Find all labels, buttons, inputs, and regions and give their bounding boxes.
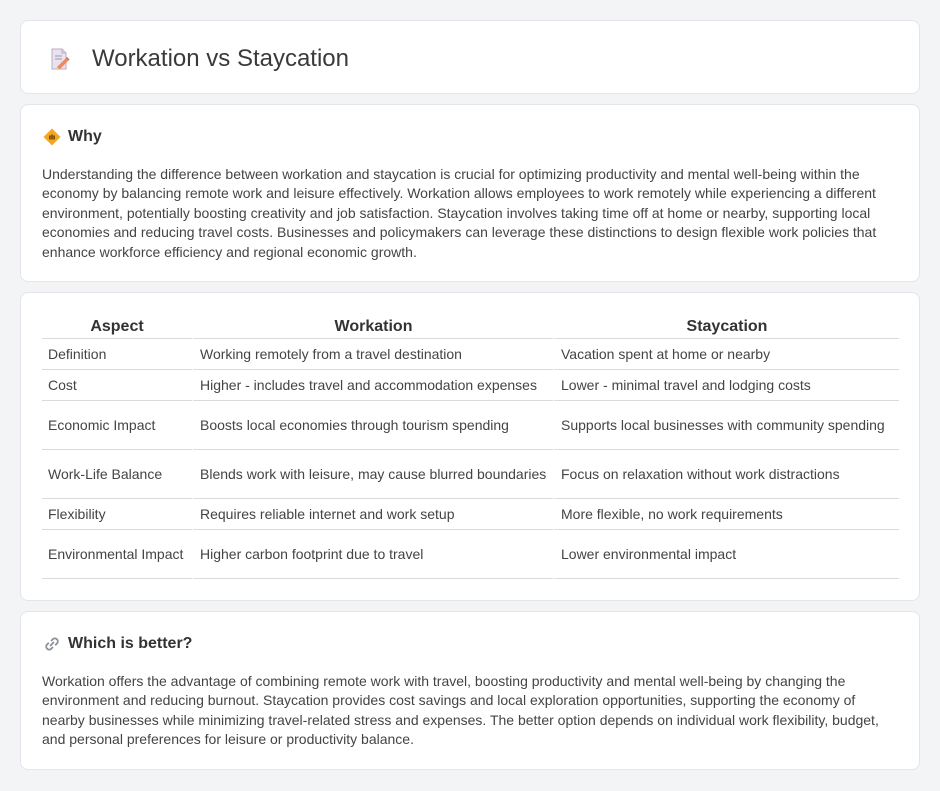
aspect-cell: Work-Life Balance [42, 450, 192, 499]
aspect-cell: Definition [42, 339, 192, 370]
header-staycation: Staycation [553, 313, 899, 339]
why-heading: Why [68, 128, 102, 145]
aspect-cell: Environmental Impact [42, 530, 192, 579]
table-header-row [42, 313, 899, 339]
staycation-cell: Lower environmental impact [553, 530, 899, 579]
page-title: Workation vs Staycation [92, 45, 350, 72]
staycation-cell: Supports local businesses with community spending [553, 401, 899, 450]
better-heading: Which is better? [68, 635, 193, 652]
table-row [42, 499, 899, 530]
better-section [20, 611, 920, 770]
staycation-cell: Lower - minimal travel and lodging costs [553, 370, 899, 401]
workation-cell: Boosts local economies through tourism spending [192, 401, 553, 450]
workation-cell: Requires reliable internet and work setup [192, 499, 553, 530]
title-card [20, 20, 920, 94]
document-pencil-icon [47, 47, 71, 71]
why-heading-row [43, 127, 102, 147]
workation-cell: Working remotely from a travel destination [192, 339, 553, 370]
aspect-cell: Flexibility [42, 499, 192, 530]
table-row [42, 401, 899, 450]
staycation-cell: More flexible, no work requirements [553, 499, 899, 530]
link-icon [43, 635, 61, 653]
staycation-cell: Focus on relaxation without work distractions [553, 450, 899, 499]
table-row [42, 370, 899, 401]
better-heading-row [43, 634, 192, 654]
table-row [42, 530, 899, 579]
table-row [42, 450, 899, 499]
comparison-table [42, 313, 899, 579]
table-row [42, 339, 899, 370]
workation-cell: Higher carbon footprint due to travel [192, 530, 553, 579]
workation-cell: Higher - includes travel and accommodation expenses [192, 370, 553, 401]
staycation-cell: Vacation spent at home or nearby [553, 339, 899, 370]
header-aspect: Aspect [42, 313, 192, 339]
why-section [20, 104, 920, 282]
comparison-section [20, 292, 920, 601]
header-workation: Workation [192, 313, 553, 339]
why-paragraph: Understanding the difference between workation and staycation is crucial for optimizing productivity and mental well-being within the economy by balancing remote work and leisure effectively. Workation allows employees to work remotely while experiencing a different environment, potentially boosting creativity and job satisfaction. Staycation involves taking time off at home or nearby, supporting local economies and reducing travel costs. Businesses and policymakers can leverage these distinctions to design flexible work policies that enhance workforce efficiency and regional economic growth. [42, 166, 877, 260]
workation-cell: Blends work with leisure, may cause blurred boundaries [192, 450, 553, 499]
aspect-cell: Cost [42, 370, 192, 401]
aspect-cell: Economic Impact [42, 401, 192, 450]
better-paragraph: Workation offers the advantage of combining remote work with travel, boosting productivity and mental well-being by changing the environment and reducing burnout. Staycation provides cost savings and local exploration opportunities, supporting the economy of nearby businesses while minimizing travel-related stress and expenses. The better option depends on individual work flexibility, budget, and personal preferences for leisure or productivity balance. [42, 673, 879, 748]
diamond-signal-icon [43, 128, 61, 146]
